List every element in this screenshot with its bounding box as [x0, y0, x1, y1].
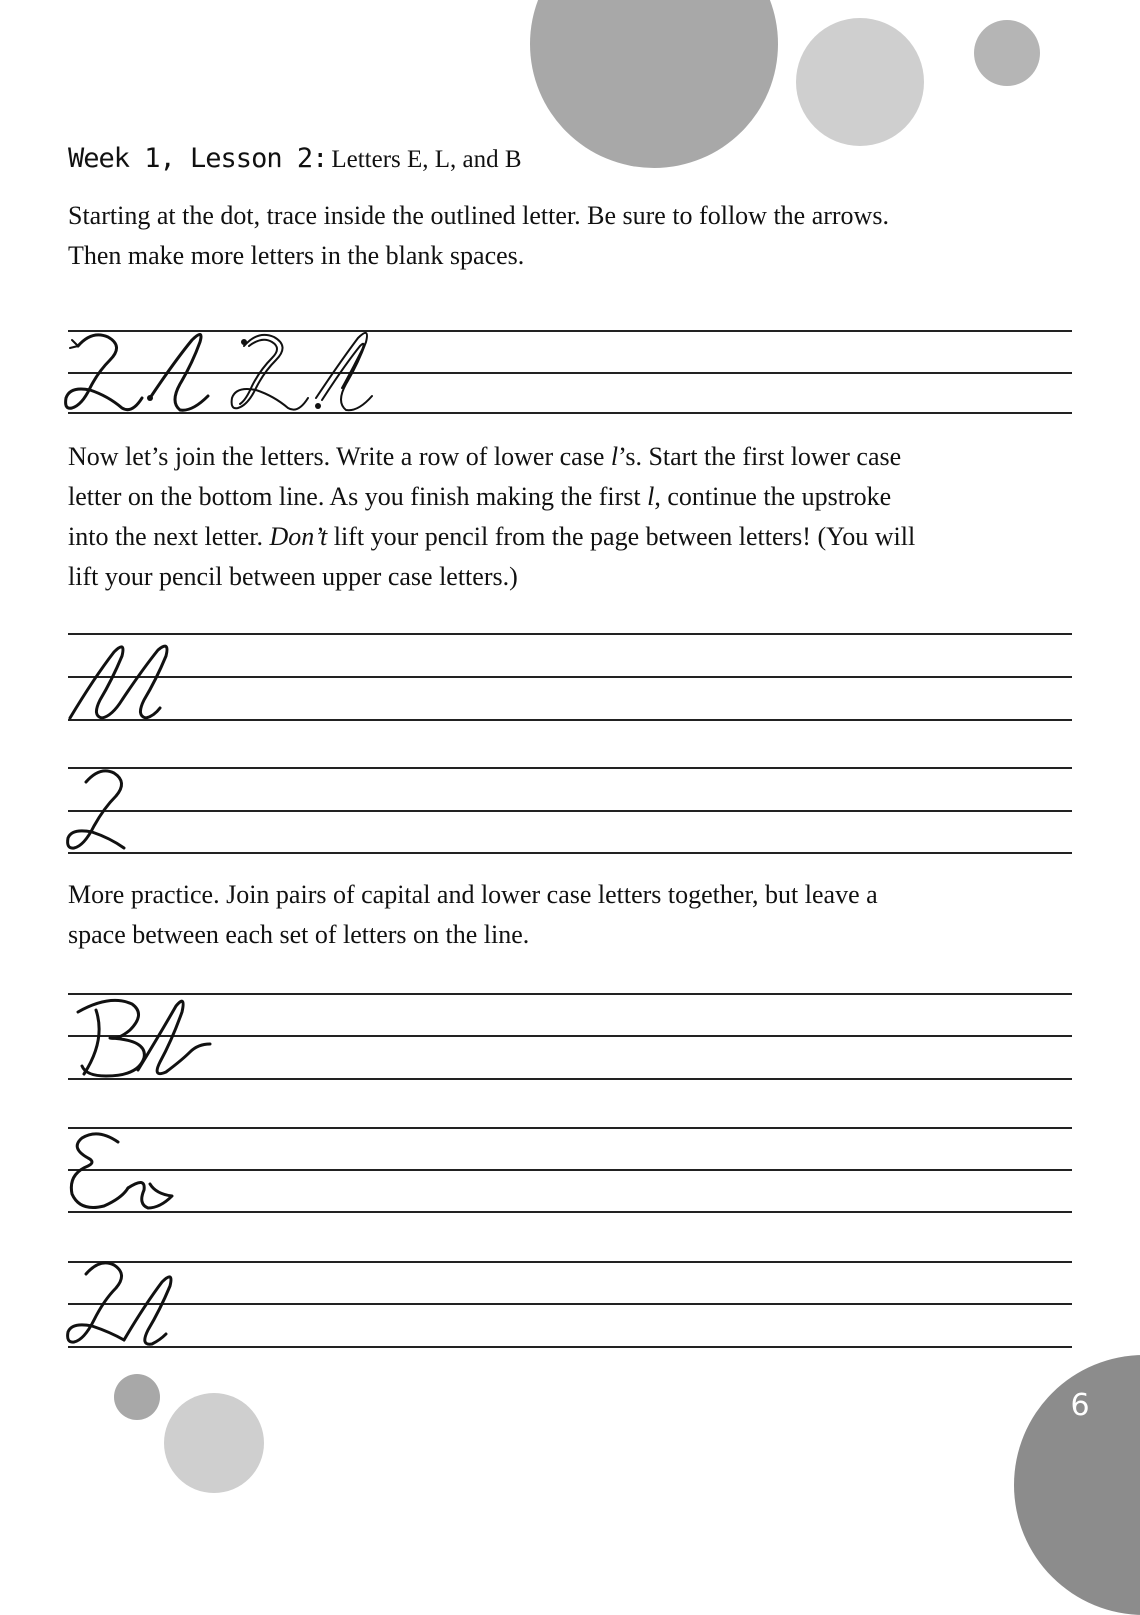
- practice-instructions-line-2: space between each set of letters on the line.: [68, 920, 530, 949]
- emphasis-letter: l: [610, 442, 619, 471]
- practice-instructions-line-1: More practice. Join pairs of capital and lower case letters together, but leave a: [68, 880, 878, 909]
- model-letters-ll: [70, 646, 167, 718]
- text-run: ’s. Start the first lower case: [618, 442, 902, 471]
- text-run: letter on the bottom line. As you finish making the first: [68, 482, 648, 511]
- trace-instructions-line-1: Starting at the dot, trace inside the outlined letter. Be sure to follow the arrows.: [68, 201, 889, 230]
- text-run: lift your pencil from the page between letters! (You will: [327, 522, 916, 551]
- start-dot: [147, 395, 153, 401]
- lesson-title-rest: Letters E, L, and B: [331, 146, 522, 173]
- start-dot: [241, 339, 247, 345]
- text-run: , continue the upstroke: [654, 482, 892, 511]
- join-instructions-line-4: lift your pencil between upper case letters.): [68, 562, 518, 591]
- emphasis-word: Don’t: [269, 522, 328, 551]
- writing-lines: [68, 331, 1072, 1347]
- lesson-title-lead: Week 1, Lesson 2:: [68, 143, 328, 174]
- page-number: 6: [1070, 1388, 1090, 1423]
- emphasis-letter: l: [647, 482, 655, 511]
- text-run: into the next letter.: [68, 522, 270, 551]
- model-letter-capital-L-row: [68, 771, 124, 848]
- text-run: Now let’s join the letters. Write a row of lower case: [68, 442, 611, 471]
- start-dot: [315, 403, 321, 409]
- model-letters-Bb: [78, 1000, 210, 1076]
- trace-letter-lower-l[interactable]: [315, 333, 372, 410]
- trace-instructions-line-2: Then make more letters in the blank spaces.: [68, 241, 525, 270]
